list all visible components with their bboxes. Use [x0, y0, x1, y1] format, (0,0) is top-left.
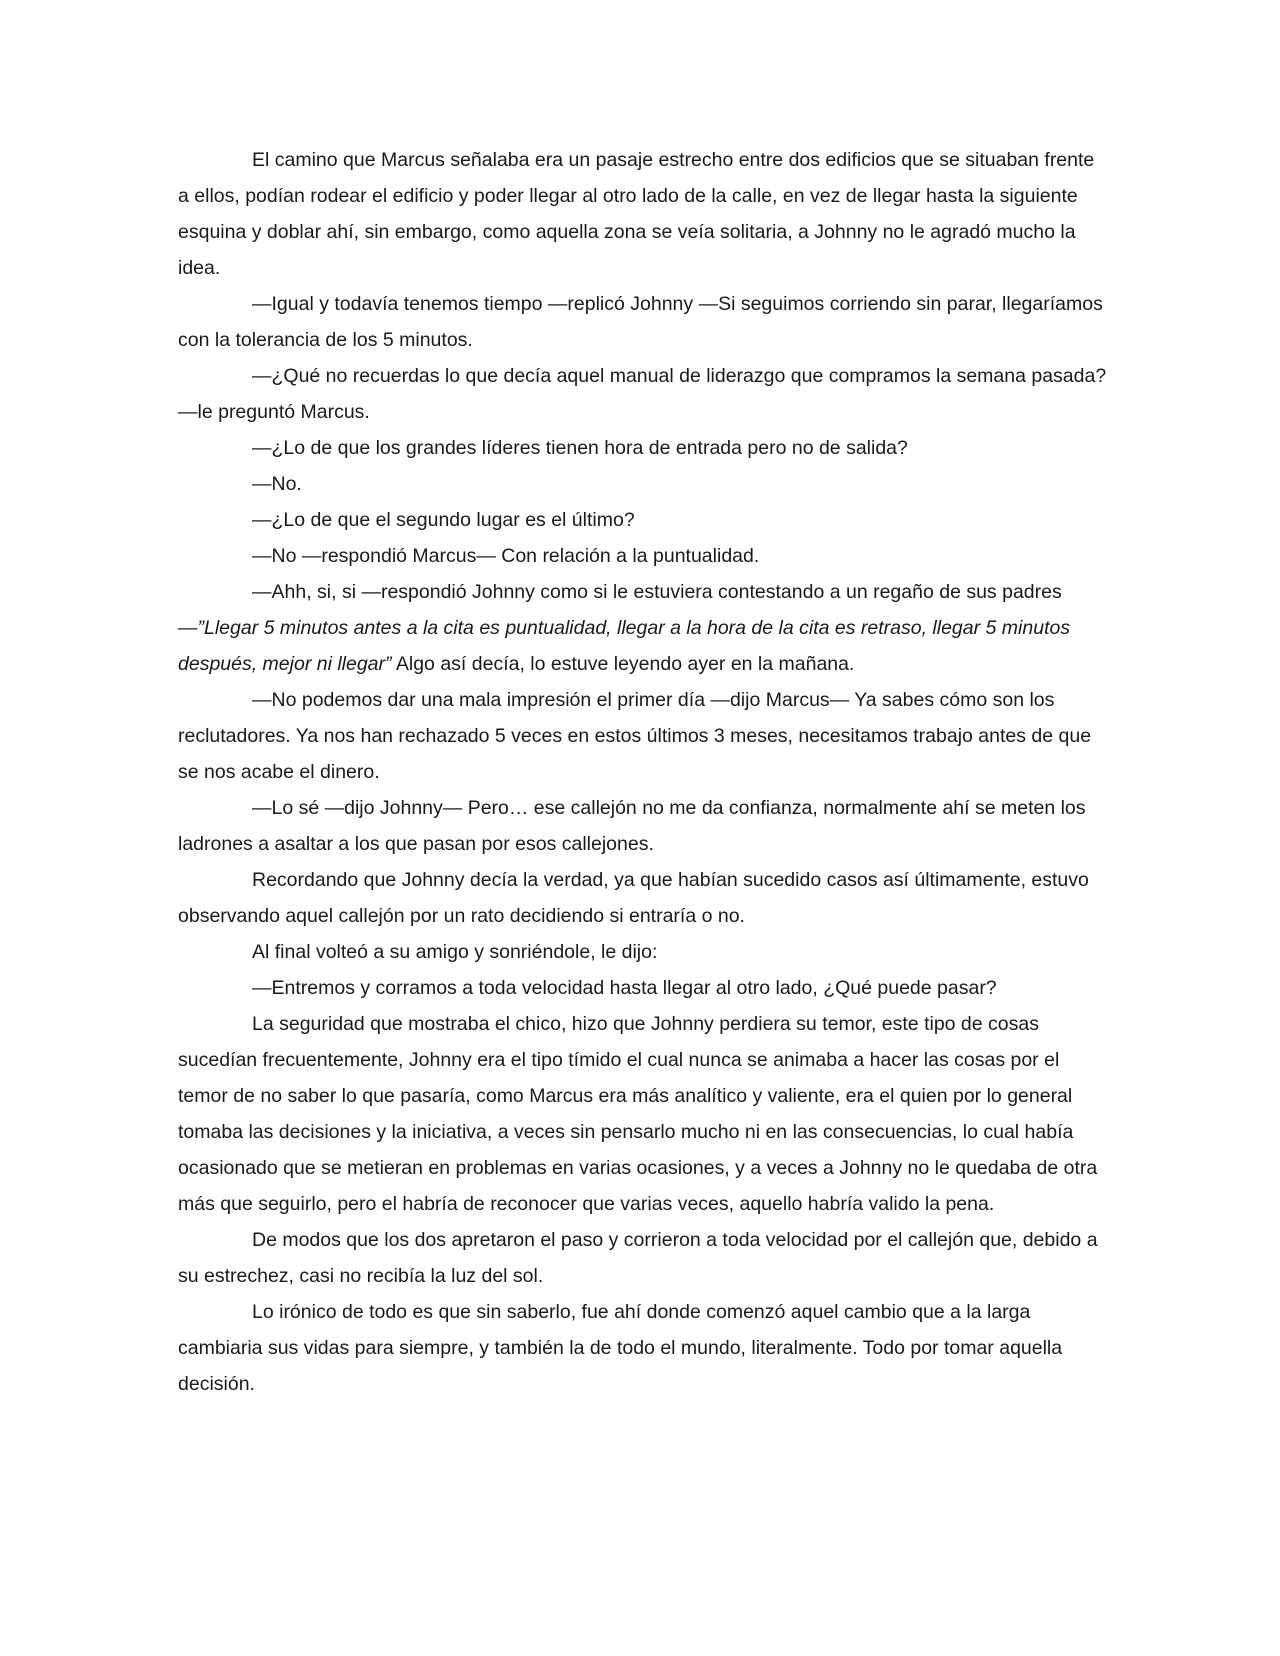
paragraph-8-after: Algo así decía, lo estuve leyendo ayer en la mañana. — [391, 653, 855, 675]
paragraph-1: El camino que Marcus señalaba era un pasaje estrecho entre dos edificios que se situaban frente a ellos, podían rodear el edificio y poder llegar al otro lado de la calle, en vez de llegar hasta la siguiente esquina y doblar ahí, sin embargo, como aquella zona se veía solitaria, a Johnny no le agradó mucho la idea. — [178, 149, 1095, 279]
quote-italic: ”Llegar 5 minutos antes a la cita es puntualidad, llegar a la hora de la cita es retraso, llegar 5 minutos después, mejor ni llegar” — [178, 617, 1071, 675]
paragraph-10: —Lo sé —dijo Johnny— Pero… ese callejón no me da confianza, normalmente ahí se meten los ladrones a asaltar a los que pasan por esos callejones. — [178, 797, 1086, 855]
document-page — [178, 142, 1108, 1402]
paragraph-12: Al final volteó a su amigo y sonriéndole, le dijo: — [252, 941, 658, 963]
paragraph-11: Recordando que Johnny decía la verdad, ya que habían sucedido casos así últimamente, estuvo observando aquel callejón por un rato decidiendo si entraría o no. — [178, 869, 1089, 927]
paragraph-8 — [178, 574, 1108, 682]
paragraph-16: Lo irónico de todo es que sin saberlo, fue ahí donde comenzó aquel cambio que a la larga cambiaria sus vidas para siempre, y también la de todo el mundo, literalmente. Todo por tomar aquella decisión. — [178, 1301, 1063, 1395]
paragraph-8-before: —Ahh, si, si —respondió Johnny como si le estuviera contestando a un regaño de sus padres — — [178, 581, 1062, 639]
paragraph-3: —¿Qué no recuerdas lo que decía aquel manual de liderazgo que compramos la semana pasada? —le preguntó Marcus. — [178, 365, 1107, 423]
paragraph-9: —No podemos dar una mala impresión el primer día —dijo Marcus— Ya sabes cómo son los reclutadores. Ya nos han rechazado 5 veces en estos últimos 3 meses, necesitamos trabajo antes de que se nos acabe el dinero. — [178, 689, 1092, 783]
paragraph-13: —Entremos y corramos a toda velocidad hasta llegar al otro lado, ¿Qué puede pasar? — [252, 977, 997, 999]
paragraph-2: —Igual y todavía tenemos tiempo —replicó Johnny —Si seguimos corriendo sin parar, llegaríamos con la tolerancia de los 5 minutos. — [178, 293, 1103, 351]
paragraph-6: —¿Lo de que el segundo lugar es el último? — [252, 509, 635, 531]
paragraph-15: De modos que los dos apretaron el paso y corrieron a toda velocidad por el callejón que, debido a su estrechez, casi no recibía la luz del sol. — [178, 1229, 1098, 1287]
paragraph-7: —No —respondió Marcus— Con relación a la puntualidad. — [252, 545, 760, 567]
paragraph-5: —No. — [252, 473, 302, 495]
paragraph-4: —¿Lo de que los grandes líderes tienen hora de entrada pero no de salida? — [252, 437, 908, 459]
paragraph-14: La seguridad que mostraba el chico, hizo que Johnny perdiera su temor, este tipo de cosas sucedían frecuentemente, Johnny era el tipo tímido el cual nunca se animaba a hacer las cosas por el temor de no saber lo que pasaría, como Marcus era más analítico y valiente, era el quien por lo general tomaba las decisiones y la iniciativa, a veces sin pensarlo mucho ni en las consecuencias, lo cual había ocasionado que se metieran en problemas en varias ocasiones, y a veces a Johnny no le quedaba de otra más que seguirlo, pero el habría de reconocer que varias veces, aquello habría valido la pena. — [178, 1013, 1098, 1215]
